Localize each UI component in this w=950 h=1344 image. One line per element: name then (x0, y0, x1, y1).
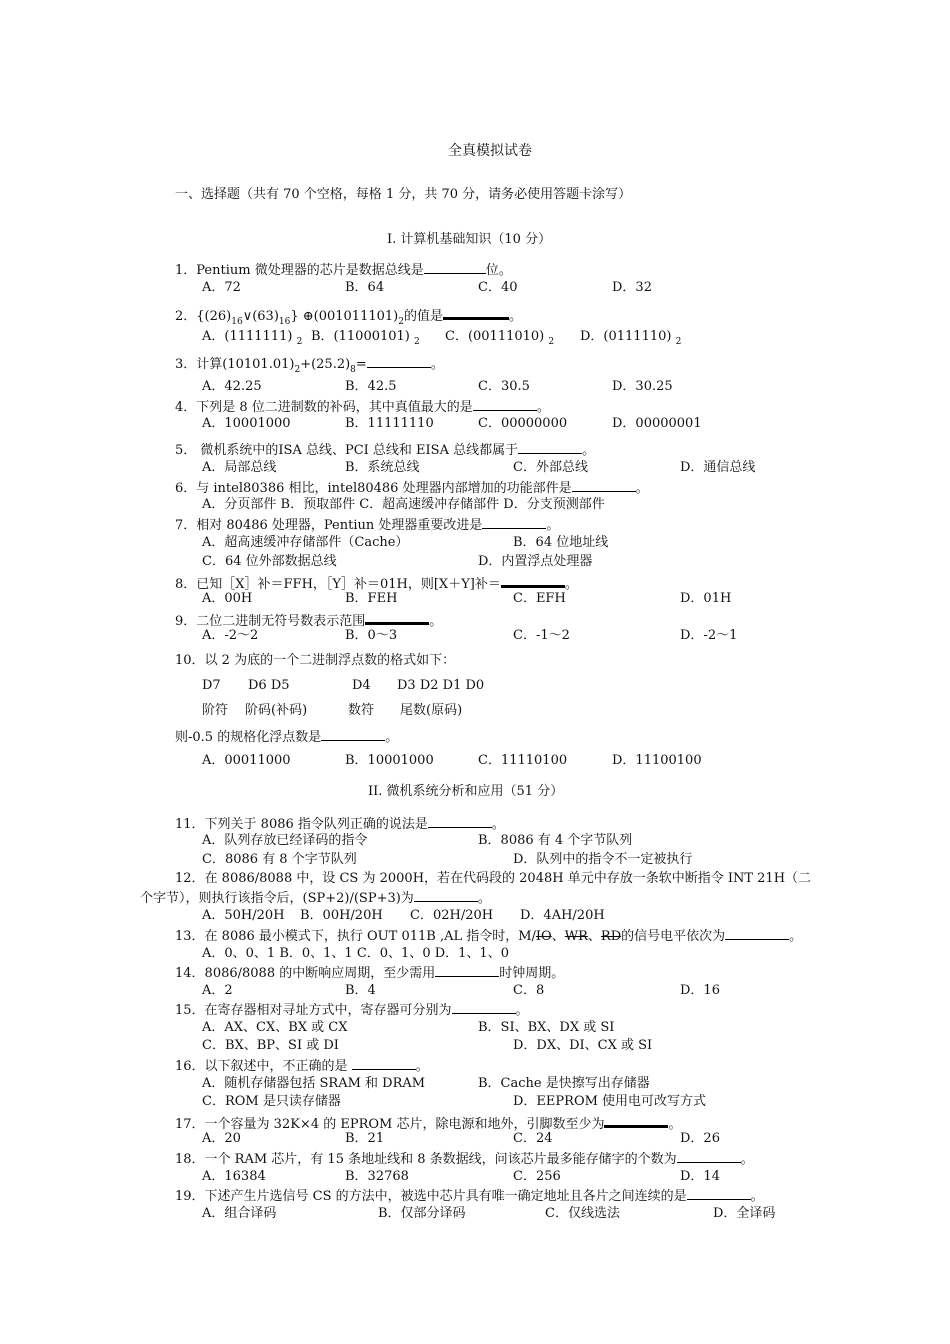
question-stem: 7．相对 80486 处理器，Pentiun 处理器重要改进是 (175, 518, 483, 533)
option-a: A．20 (202, 1131, 241, 1146)
option-a: A．超高速缓冲存储部件（Cache） (202, 535, 409, 550)
option-a: A．随机存储器包括 SRAM 和 DRAM (202, 1076, 426, 1091)
question-10: 10．以 2 为底的一个二进制浮点数的格式如下： (175, 653, 456, 668)
option-b: B．64 (345, 280, 385, 295)
option-a: A．AX、CX、BX 或 CX (202, 1020, 348, 1035)
question-stem: 4．下列是 8 位二进制数的补码，其中真值最大的是 (175, 400, 473, 415)
stem-tail: 。 (740, 1152, 754, 1167)
stem-tail: 。 (750, 1189, 764, 1204)
question-2 (175, 305, 522, 325)
option-a: A．00H (202, 591, 253, 606)
option-a: A．42.25 (202, 379, 262, 394)
option-b: B．系统总线 (345, 460, 420, 475)
option-b: B．42.5 (345, 379, 397, 394)
answer-blank (687, 1187, 751, 1200)
option-text: D．(0111110) (580, 329, 672, 344)
part-heading: I. 计算机基础知识（10 分） (387, 232, 552, 247)
subscript: 8 (350, 365, 356, 375)
format-field: D4 (352, 678, 371, 693)
option-a: A．72 (202, 280, 241, 295)
option-c: C．8086 有 8 个字节队列 (202, 852, 357, 867)
question-15 (175, 1001, 529, 1019)
option-c: C．02H/20H (410, 908, 494, 923)
question-stem: 14．8086/8088 的中断响应周期，至少需用 (175, 966, 436, 981)
signal-io-bar: IO (535, 929, 552, 944)
format-label: 阶符 (202, 703, 229, 718)
option-c: C．40 (478, 280, 518, 295)
stem-tail: 。 (415, 1059, 429, 1074)
option-d: D．队列中的指令不一定被执行 (513, 852, 693, 867)
format-field: D3 D2 D1 D0 (397, 678, 485, 693)
signal-wr-bar: WR (564, 929, 588, 944)
answer-blank (365, 610, 429, 625)
subscript: 2 (548, 337, 555, 347)
format-label: 尾数(原码) (400, 703, 463, 718)
separator: 、 (587, 929, 601, 944)
option-d: D．32 (612, 280, 652, 295)
question-stem: 5． 微机系统中的ISA 总线、PCI 总线和 EISA 总线都属于 (175, 443, 519, 458)
question-stem: 16．以下叙述中，不正确的是 (175, 1059, 352, 1074)
option-c: C．-1～2 (513, 628, 570, 643)
answer-blank (473, 398, 537, 411)
option-d: D．-2～1 (680, 628, 738, 643)
option-d: D．26 (680, 1131, 720, 1146)
option-d: D．4AH/20H (520, 908, 605, 923)
question-stem: 1．Pentium 微处理器的芯片是数据总线是 (175, 263, 424, 278)
option-row: A．0、0、1 B．0、1、1 C．0、1、0 D．1、1、0 (202, 946, 509, 961)
option-b: B．仅部分译码 (378, 1206, 466, 1221)
option-d: D．内置浮点处理器 (478, 554, 593, 569)
option-c: C．EFH (513, 591, 566, 606)
question-10-line (175, 728, 398, 746)
option-c: C．11110100 (478, 753, 568, 768)
question-18 (175, 1150, 754, 1168)
option-d: D．全译码 (713, 1206, 776, 1221)
option-a: A．2 (202, 983, 233, 998)
question-19 (175, 1187, 764, 1205)
stem-tail: 。 (477, 891, 491, 906)
answer-blank (435, 964, 499, 977)
section-heading: 一、选择题（共有 70 个空格，每格 1 分，共 70 分，请务必使用答题卡涂写） (175, 187, 632, 202)
question-stem: 19．下述产生片选信号 CS 的方法中，被选中芯片具有唯一确定地址且各片之间连续的是 (175, 1189, 687, 1204)
answer-blank (482, 516, 546, 529)
option-b: B．0～3 (345, 628, 398, 643)
option-b: B．10001000 (345, 753, 434, 768)
stem-tail: 。 (635, 481, 649, 496)
stem-tail: 。 (546, 518, 560, 533)
answer-blank (501, 573, 565, 588)
option-a (202, 329, 302, 345)
question-13 (175, 927, 802, 945)
option-c: C．256 (513, 1169, 561, 1184)
subscript: 2 (398, 317, 404, 327)
stem-tail: 。 (515, 1003, 529, 1018)
question-stem: 18．一个 RAM 芯片，有 15 条地址线和 8 条数据线，问该芯片最多能存储字的个数为 (175, 1152, 677, 1167)
stem-tail: 位。 (485, 263, 512, 278)
question-1 (175, 261, 512, 279)
subscript: 16 (278, 317, 291, 327)
stem-part: 的值是 (403, 309, 443, 324)
stem-tail: 。 (789, 929, 803, 944)
option-b: B．32768 (345, 1169, 409, 1184)
subscript: 16 (231, 317, 243, 327)
option-c: C．30.5 (478, 379, 530, 394)
option-a: A．-2～2 (202, 628, 259, 643)
option-a: A．组合译码 (202, 1206, 277, 1221)
stem-tail: 。 (668, 1117, 682, 1132)
answer-blank (352, 1057, 416, 1070)
question-3 (175, 355, 444, 373)
question-stem: 6．与 intel80386 相比，intel80486 处理器内部增加的功能部件是 (175, 481, 572, 496)
option-c: C．00000000 (478, 416, 568, 431)
question-9 (175, 610, 442, 630)
option-b: B．64 位地址线 (513, 535, 609, 550)
question-stem: 9．二位二进制无符号数表示范围 (175, 614, 366, 629)
option-c: C．BX、BP、SI 或 DI (202, 1038, 339, 1053)
question-5 (175, 441, 595, 459)
stem-part: ∨(63) (242, 309, 279, 324)
answer-blank (725, 927, 789, 940)
signal-rd-bar: RD (600, 929, 622, 944)
format-label: 阶码(补码) (245, 703, 308, 718)
subscript: 2 (675, 337, 682, 347)
option-row: A．分页部件 B．预取部件 C．超高速缓冲存储部件 D．分支预测部件 (202, 497, 605, 512)
format-field: D7 (202, 678, 221, 693)
option-b: B．00H/20H (300, 908, 383, 923)
option-d: D．通信总线 (680, 460, 756, 475)
option-b: B．FEH (345, 591, 398, 606)
option-a: A．00011000 (202, 753, 291, 768)
option-c: C．外部总线 (513, 460, 588, 475)
option-a: A．局部总线 (202, 460, 277, 475)
stem-tail: 。 (385, 730, 399, 745)
stem-part: 13．在 8086 最小模式下，执行 OUT 011B ,AL 指令时，M/ (175, 929, 536, 944)
stem-part: } ⊕(001011101) (290, 309, 399, 324)
question-16 (175, 1057, 429, 1075)
answer-blank (452, 1001, 516, 1014)
option-b: B．11111110 (345, 416, 434, 431)
stem-tail: 。 (508, 309, 522, 324)
stem-tail: 。 (429, 614, 443, 629)
question-12: 12．在 8086/8088 中，设 CS 为 2000H，若在代码段的 2048H 单元中存放一条软中断指令 INT 21H（二 (175, 871, 812, 886)
subscript: 2 (296, 337, 303, 347)
question-stem: 8．已知［X］补＝FFH，［Y］补＝01H，则[X＋Y]补＝ (175, 577, 501, 592)
stem-part: 2．{(26) (175, 309, 232, 324)
option-b: B．8086 有 4 个字节队列 (478, 833, 633, 848)
option-text: A．(1111111) (202, 329, 293, 344)
question-17 (175, 1113, 682, 1133)
stem-tail: 。 (536, 400, 550, 415)
answer-blank (367, 355, 431, 368)
option-d: D．00000001 (612, 416, 702, 431)
answer-blank (518, 441, 582, 454)
part-heading: II. 微机系统分析和应用（51 分） (368, 784, 564, 799)
option-text: C．(00111010) (445, 329, 545, 344)
subscript: 2 (414, 337, 420, 347)
stem-tail: 。 (491, 817, 505, 832)
stem-tail: 。 (564, 577, 578, 592)
question-stem: 15．在寄存器相对寻址方式中，寄存器可分别为 (175, 1003, 452, 1018)
option-c: C．ROM 是只读存储器 (202, 1094, 341, 1109)
answer-blank (572, 479, 636, 492)
option-c: C．8 (513, 983, 545, 998)
question-8 (175, 573, 578, 593)
stem-part: 3．计算(10101.01) (175, 357, 295, 372)
separator: 、 (551, 929, 565, 944)
option-c: C．24 (513, 1131, 553, 1146)
option-b: B．Cache 是快擦写出存储器 (478, 1076, 650, 1091)
answer-blank (414, 889, 478, 902)
format-label: 数符 (348, 703, 375, 718)
stem-tail: 。 (582, 443, 596, 458)
answer-blank (428, 815, 492, 828)
option-a: A．50H/20H (202, 908, 285, 923)
stem-part: 的信号电平依次为 (621, 929, 726, 944)
question-11 (175, 815, 505, 833)
question-stem: 17．一个容量为 32K×4 的 EPROM 芯片，除电源和地外，引脚数至少为 (175, 1117, 605, 1132)
option-d: D．EEPROM 使用电可改写方式 (513, 1094, 707, 1109)
option-d: D．01H (680, 591, 732, 606)
option-d: D．DX、DI、CX 或 SI (513, 1038, 653, 1053)
question-stem: 则-0.5 的规格化浮点数是 (175, 730, 322, 745)
answer-blank (604, 1113, 668, 1128)
option-b: B．4 (345, 983, 376, 998)
option-a: A．16384 (202, 1169, 266, 1184)
question-4 (175, 398, 550, 416)
question-stem: 11．下列关于 8086 指令队列正确的说法是 (175, 817, 428, 832)
option-d: D．16 (680, 983, 720, 998)
stem-tail: 。 (430, 357, 444, 372)
question-12-line2 (140, 889, 491, 907)
question-14 (175, 964, 564, 982)
option-d: D．11100100 (612, 753, 702, 768)
option-a: A．队列存放已经译码的指令 (202, 833, 368, 848)
question-stem: 个字节），则执行该指令后，(SP+2)/(SP+3)为 (140, 891, 414, 906)
stem-part: +(25.2) (300, 357, 351, 372)
option-d: D．30.25 (612, 379, 673, 394)
question-6 (175, 479, 649, 497)
option-c: C．64 位外部数据总线 (202, 554, 337, 569)
question-7 (175, 516, 559, 534)
option-text: B．(11000101) (311, 329, 410, 344)
stem-tail: 时钟周期。 (499, 966, 565, 981)
option-d: D．14 (680, 1169, 720, 1184)
option-b (311, 329, 420, 345)
option-c: C．仅线选法 (545, 1206, 620, 1221)
subscript: 2 (294, 365, 301, 375)
answer-blank (321, 728, 385, 741)
option-a: A．10001000 (202, 416, 291, 431)
page-title: 全真模拟试卷 (448, 143, 532, 159)
option-d (580, 329, 681, 345)
option-b: B．SI、BX、DX 或 SI (478, 1020, 615, 1035)
option-b: B．21 (345, 1131, 385, 1146)
answer-blank (424, 261, 486, 274)
option-c (445, 329, 554, 345)
stem-part: = (355, 357, 367, 372)
format-field: D6 D5 (248, 678, 290, 693)
answer-blank (443, 305, 509, 320)
answer-blank (677, 1150, 741, 1163)
